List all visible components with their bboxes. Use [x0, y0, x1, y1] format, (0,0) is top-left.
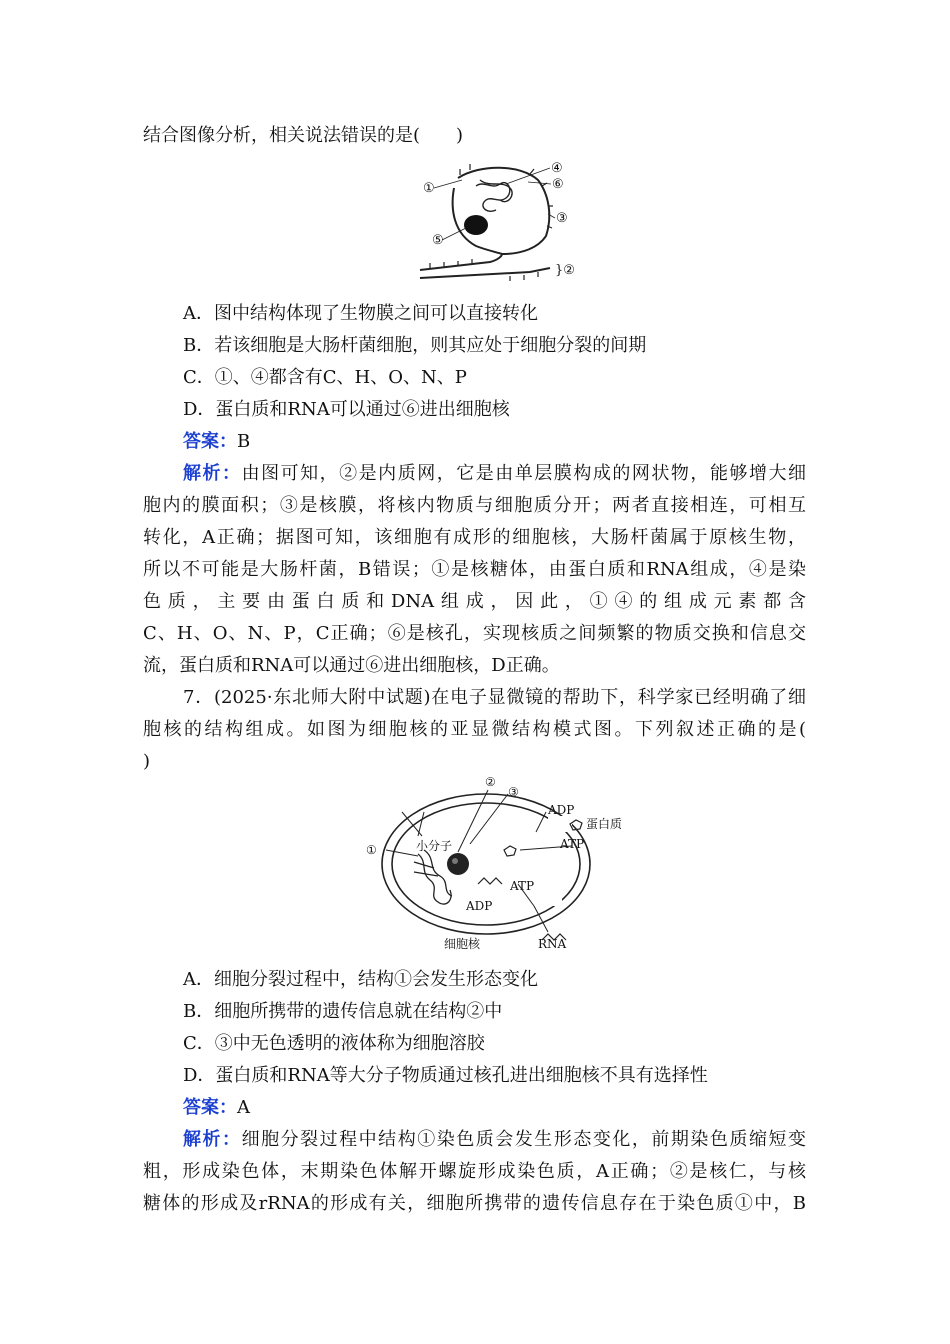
svg-text:ATP: ATP	[560, 837, 585, 851]
svg-text:蛋白质: 蛋白质	[586, 817, 623, 831]
svg-text:⑤: ⑤	[432, 233, 444, 248]
svg-text:③: ③	[508, 785, 519, 799]
q6-explanation-line-3: 转化，A正确；据图可知，该细胞有成形的细胞核，大肠杆菌属于原核生物，	[143, 527, 806, 548]
q7-figure	[358, 772, 638, 957]
q7-option-b: B．细胞所携带的遗传信息就在结构②中	[183, 1001, 503, 1022]
explanation-text: 细胞分裂过程中结构①染色质会发生形态变化，前期染色质缩短变	[241, 1129, 807, 1150]
q6-explanation-line-1	[183, 464, 806, 484]
q7-option-a: A．细胞分裂过程中，结构①会发生形态变化	[183, 969, 538, 990]
nucleolus	[447, 853, 469, 875]
svg-text:①: ①	[423, 181, 435, 196]
answer-label: 答案：	[183, 431, 237, 452]
er-tube-bottom	[420, 268, 550, 278]
svg-text:}②: }②	[555, 263, 575, 278]
q7-option-c: C．③中无色透明的液体称为细胞溶胶	[183, 1033, 485, 1054]
q6-figure	[410, 150, 580, 285]
svg-text:细胞核: 细胞核	[444, 937, 481, 951]
svg-text:③: ③	[556, 211, 568, 226]
q6-stem: 结合图像分析，相关说法错误的是( )	[143, 125, 464, 146]
er-tube-top	[420, 254, 502, 270]
q6-option-c: C．①、④都含有C、H、O、N、P	[183, 367, 467, 388]
q6-option-a: A．图中结构体现了生物膜之间可以直接转化	[183, 303, 538, 324]
q7-explanation-line-3: 糖体的形成及rRNA的形成有关，细胞所携带的遗传信息存在于染色质①中，B	[143, 1193, 806, 1214]
explanation-label: 解析：	[183, 1129, 242, 1150]
q6-explanation-line-6: C、H、O、N、P，C正确；⑥是核孔，实现核质之间频繁的物质交换和信息交	[143, 623, 806, 644]
q7-answer	[183, 1098, 250, 1118]
explanation-text: 由图可知，②是内质网，它是由单层膜构成的网状物，能够增大细	[241, 463, 807, 484]
svg-text:⑥: ⑥	[552, 177, 564, 192]
q6-explanation-line-4: 所以不可能是大肠杆菌，B错误；①是核糖体，由蛋白质和RNA组成，④是染	[143, 559, 806, 580]
nuclear-envelope-outer	[458, 168, 549, 254]
q7-option-d: D．蛋白质和RNA等大分子物质通过核孔进出细胞核不具有选择性	[183, 1065, 708, 1086]
svg-text:④: ④	[551, 161, 563, 176]
explanation-label: 解析：	[183, 463, 242, 484]
svg-text:②: ②	[485, 775, 496, 789]
chromatin	[476, 180, 512, 211]
svg-text:小分子: 小分子	[416, 839, 453, 853]
q7-explanation-line-1	[183, 1130, 806, 1150]
q6-option-b: B．若该细胞是大肠杆菌细胞，则其应处于细胞分裂的间期	[183, 335, 647, 356]
q7-stem-line-3: )	[143, 751, 151, 772]
svg-text:①: ①	[366, 843, 377, 857]
svg-text:ADP: ADP	[548, 803, 575, 817]
q6-explanation-line-5: 色质，主要由蛋白质和DNA组成，因此，①④的组成元素都含	[143, 591, 806, 612]
answer-value: B	[237, 431, 251, 452]
q6-explanation-line-2: 胞内的膜面积；③是核膜，将核内物质与细胞质分开；两者直接相连，可相互	[143, 495, 806, 516]
q6-answer	[183, 432, 250, 452]
q6-explanation-line-7: 流，蛋白质和RNA可以通过⑥进出细胞核，D正确。	[143, 655, 560, 676]
svg-text:ADP: ADP	[466, 899, 493, 913]
q7-explanation-line-2: 粗，形成染色体，末期染色体解开螺旋形成染色质，A正确；②是核仁，与核	[143, 1161, 806, 1182]
q6-option-d: D．蛋白质和RNA可以通过⑥进出细胞核	[183, 399, 510, 420]
nucleolus	[464, 215, 488, 235]
q7-stem-line-1: 7．(2025·东北师大附中试题)在电子显微镜的帮助下，科学家已经明确了细	[183, 687, 806, 708]
answer-value: A	[237, 1097, 250, 1118]
svg-text:ATP: ATP	[510, 879, 535, 893]
answer-label: 答案：	[183, 1097, 237, 1118]
chromatin	[414, 850, 452, 904]
q7-stem-line-2: 胞核的结构组成。如图为细胞核的亚显微结构模式图。下列叙述正确的是(	[143, 719, 806, 740]
rna-strand	[478, 878, 502, 884]
svg-text:RNA: RNA	[538, 937, 567, 951]
